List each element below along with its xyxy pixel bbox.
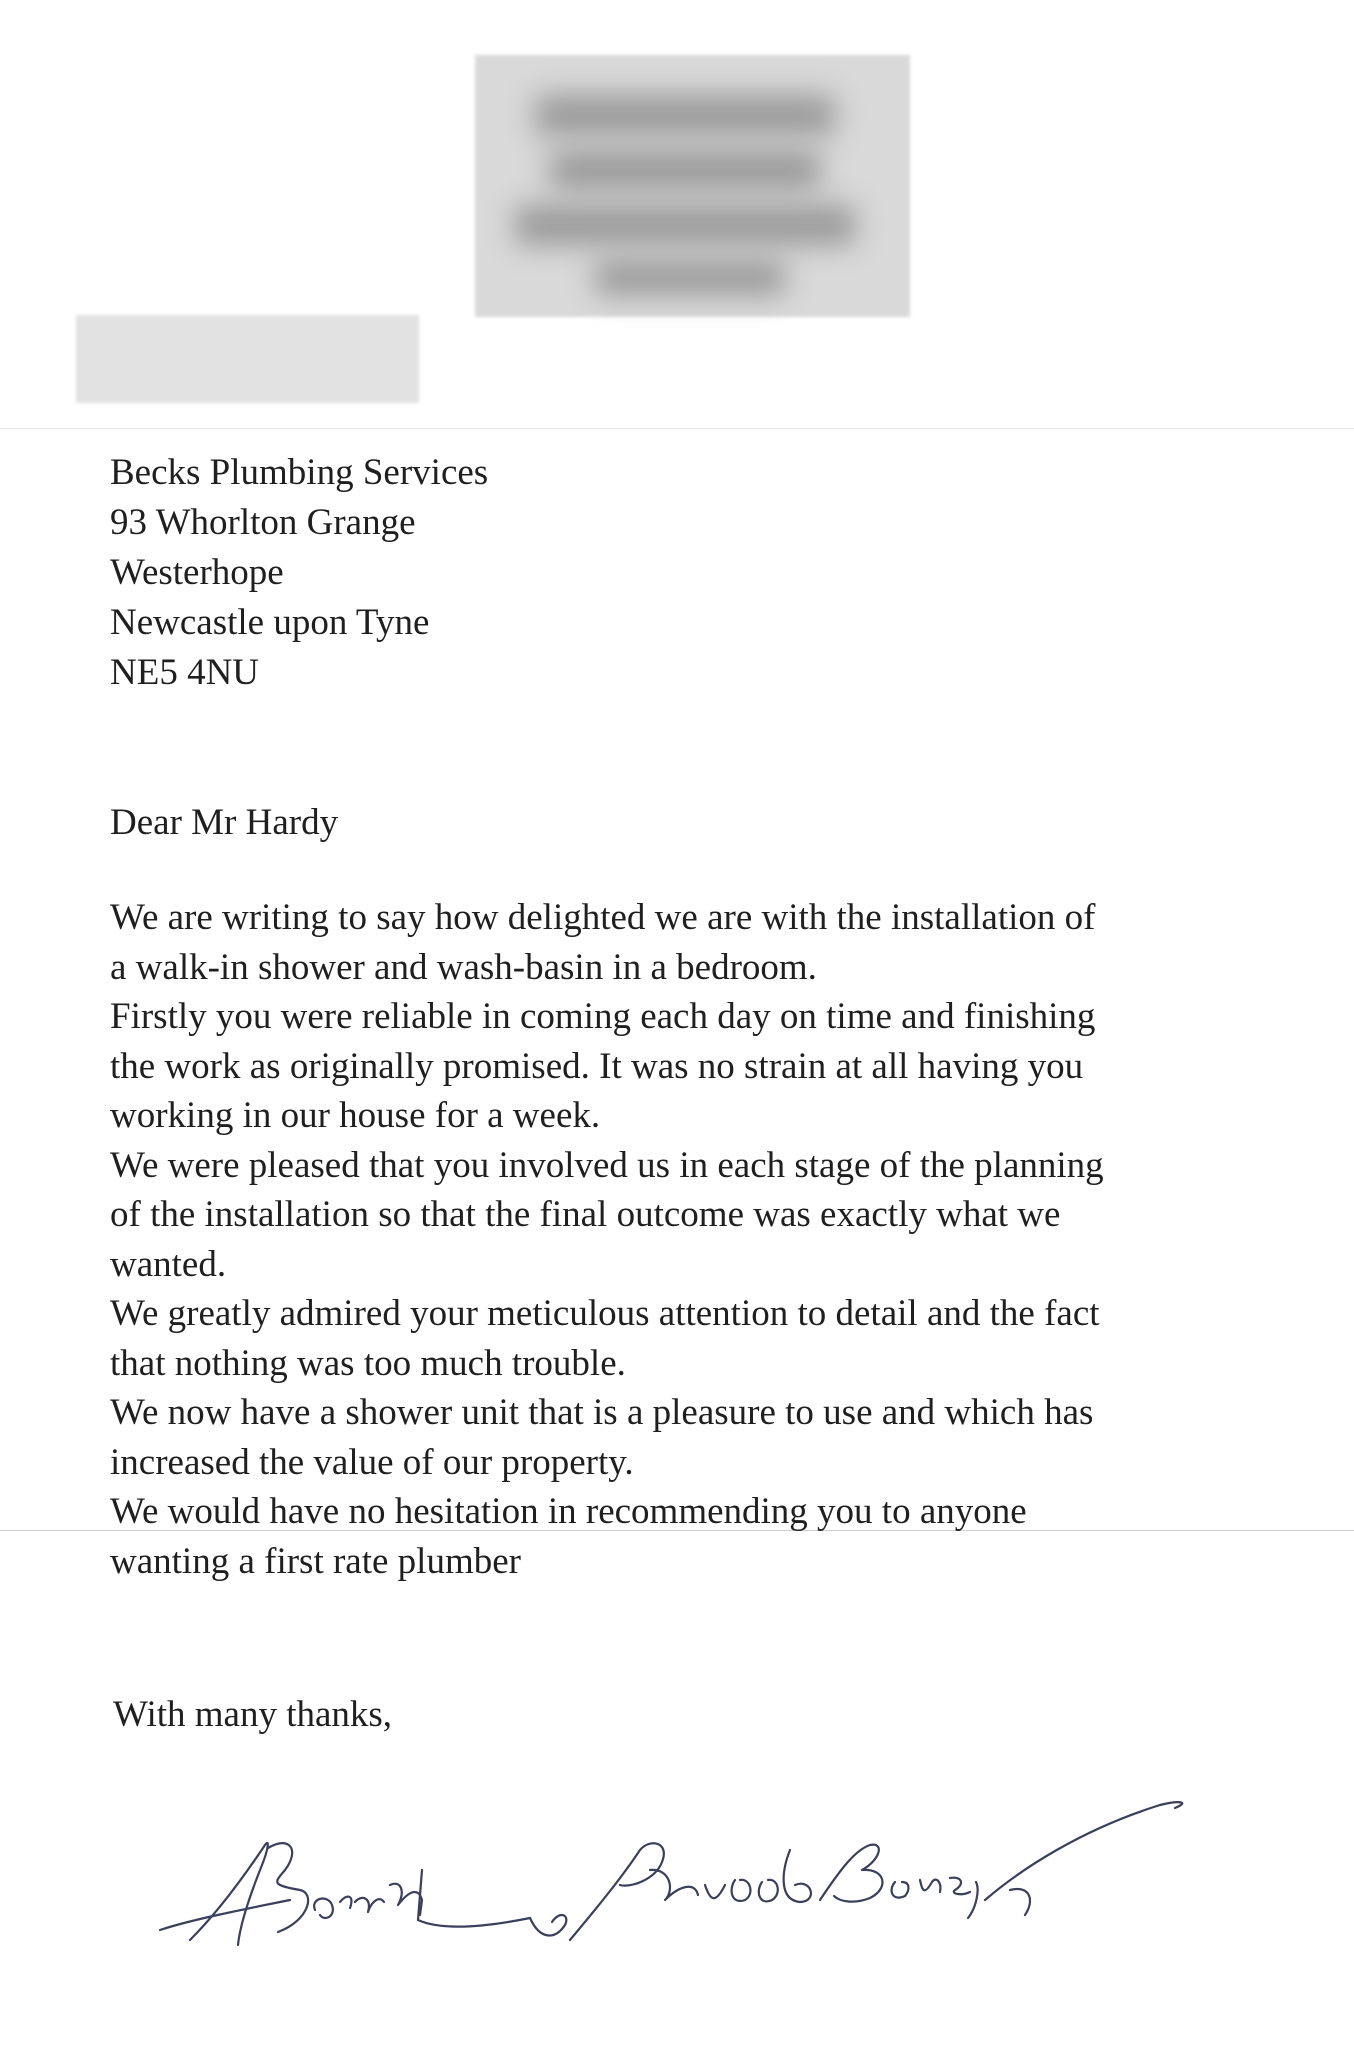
body-line: the work as originally promised. It was no strain at all having you: [110, 1045, 1084, 1087]
body-line: a walk-in shower and wash-basin in a bedroom.: [110, 946, 817, 988]
handwritten-signature: [150, 1790, 1230, 1990]
closing: With many thanks,: [113, 1694, 393, 1735]
body-line: Firstly you were reliable in coming each day on time and finishing: [110, 996, 1096, 1037]
body-line: We are writing to say how delighted we are with the installation of: [110, 897, 1096, 938]
recipient-address: [110, 448, 488, 698]
recipient-city: Newcastle upon Tyne: [110, 602, 430, 643]
body-line: increased the value of our property.: [110, 1441, 634, 1483]
body-line: of the installation so that the final outcome was exactly what we: [110, 1194, 1061, 1235]
body-line: We were pleased that you involved us in each stage of the planning: [110, 1144, 1104, 1186]
body-line: wanted.: [110, 1243, 227, 1285]
recipient-name: Becks Plumbing Services: [110, 452, 489, 493]
redacted-sender-address: [475, 55, 910, 317]
recipient-area: Westerhope: [110, 552, 284, 593]
body-line: We now have a shower unit that is a pleasure to use and which has: [110, 1392, 1094, 1433]
body-line: wanting a first rate plumber: [110, 1540, 521, 1582]
fold-line-top: [0, 428, 1354, 429]
letter-body: [110, 893, 1310, 1586]
salutation: Dear Mr Hardy: [110, 802, 339, 843]
body-line: We would have no hesitation in recommending you to anyone: [110, 1491, 1027, 1532]
recipient-street: 93 Whorlton Grange: [110, 502, 416, 543]
body-line: that nothing was too much trouble.: [110, 1342, 626, 1384]
redacted-date: [76, 315, 419, 403]
recipient-postcode: NE5 4NU: [110, 652, 260, 693]
body-line: We greatly admired your meticulous attention to detail and the fact: [110, 1293, 1100, 1334]
body-line: working in our house for a week.: [110, 1095, 601, 1136]
